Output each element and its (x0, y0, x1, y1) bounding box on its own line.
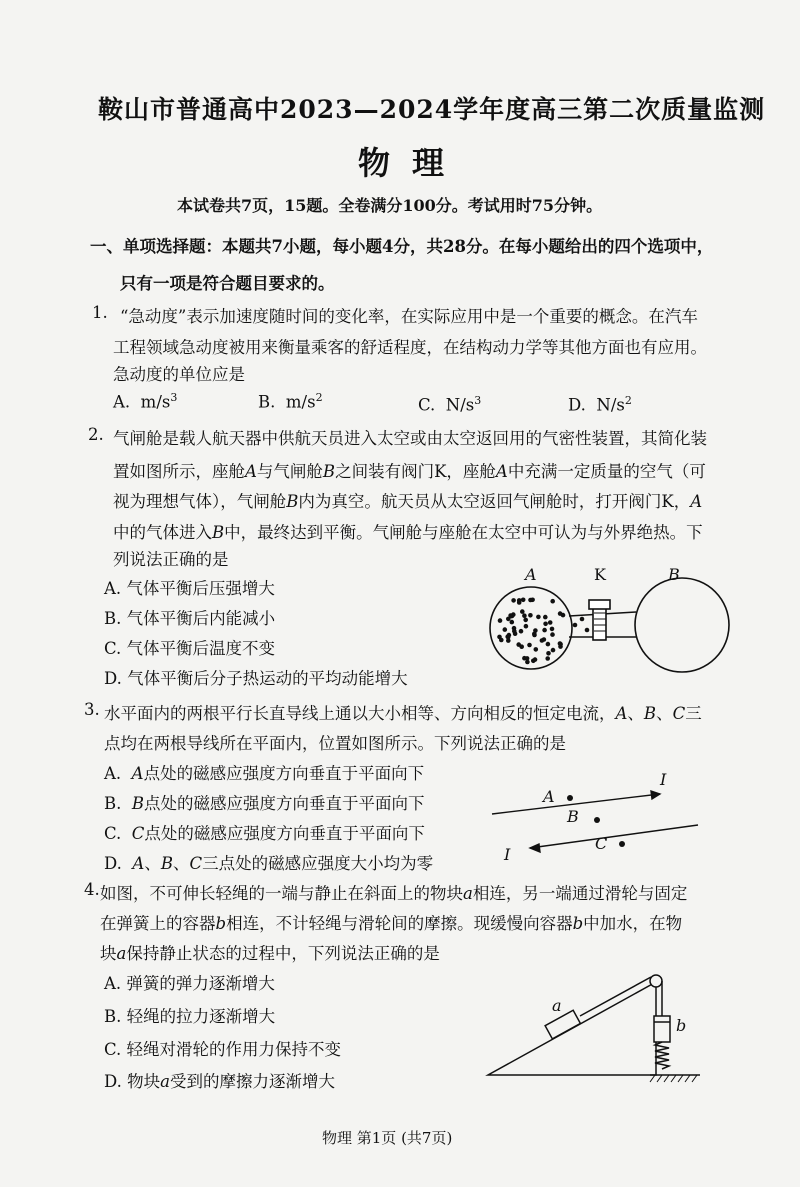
q1-option-c[interactable]: C. $N/s^3$ (418, 394, 482, 415)
q4-option-b[interactable]: B. 轻绳的拉力逐渐增大 (104, 1007, 276, 1026)
label-block-a: a (552, 996, 562, 1015)
q2-option-d[interactable]: D. 气体平衡后分子热运动的平均动能增大 (104, 669, 408, 688)
q2-option-c[interactable]: C. 气体平衡后温度不变 (104, 639, 276, 658)
current-label-top: I (660, 770, 667, 789)
section-heading-cont: 只有一项是符合题目要求的。 (120, 274, 335, 293)
q1-line: 工程领域急动度被用来衡量乘客的舒适程度，在结构动力学等其他方面也有应用。 (113, 338, 707, 357)
q1-line: 急动度的单位应是 (113, 365, 245, 384)
q3-line: 水平面内的两根平行长直导线上通以大小相等、方向相反的恒定电流，A、B、C三 (104, 704, 702, 723)
page-footer: 物理 第1页 (共7页) (322, 1129, 453, 1147)
current-label-bottom: I (504, 845, 511, 864)
q3-option-d[interactable]: D. A、B、C三点处的磁感应强度大小均为零 (104, 854, 434, 873)
q2-line: 列说法正确的是 (113, 550, 229, 569)
q4-number: 4. (84, 880, 100, 899)
q1-line: “急动度”表示加速度随时间的变化率，在实际应用中是一个重要的概念。在汽车 (120, 307, 698, 326)
q3-option-c[interactable]: C. C点处的磁感应强度方向垂直于平面向下 (104, 824, 425, 843)
exam-info: 本试卷共7页，15题。全卷满分100分。考试用时75分钟。 (177, 196, 603, 215)
exam-title: 鞍山市普通高中2023—2024学年度高三第二次质量监测 (98, 95, 766, 124)
q2-line: 置如图所示，座舱A与气闸舱B之间装有阀门K，座舱A中充满一定质量的空气（可 (113, 462, 706, 481)
q3-option-a[interactable]: A. A点处的磁感应强度方向垂直于平面向下 (104, 764, 425, 783)
spring (655, 1042, 669, 1069)
label-a: A (525, 565, 537, 584)
q3-number: 3. (84, 700, 100, 719)
q3-line: 点均在两根导线所在平面内，位置如图所示。下列说法正确的是 (104, 734, 566, 753)
label-point-c: C (595, 834, 608, 853)
q2-option-b[interactable]: B. 气体平衡后内能减小 (104, 609, 276, 628)
label-container-b: b (676, 1016, 687, 1035)
pulley (650, 975, 662, 987)
q1-option-b[interactable]: B. $m/s^2$ (258, 391, 323, 412)
q1-number: 1. (92, 303, 108, 322)
q4-option-d[interactable]: D. 物块a受到的摩擦力逐渐增大 (104, 1072, 335, 1091)
label-k: K (594, 565, 606, 584)
q2-option-a[interactable]: A. 气体平衡后压强增大 (104, 579, 275, 598)
q2-line: 中的气体进入B中，最终达到平衡。气闸舱与座舱在太空中可认为与外界绝热。下 (113, 523, 703, 542)
subject-title: 物理 (358, 144, 467, 182)
label-point-a: A (543, 787, 555, 806)
q3-option-b[interactable]: B. B点处的磁感应强度方向垂直于平面向下 (104, 794, 425, 813)
q4-line: 在弹簧上的容器b相连，不计轻绳与滑轮间的摩擦。现缓慢向容器b中加水，在物 (100, 914, 683, 933)
q4-line: 块a保持静止状态的过程中，下列说法正确的是 (100, 944, 440, 963)
q2-number: 2. (88, 425, 104, 444)
q4-option-c[interactable]: C. 轻绳对滑轮的作用力保持不变 (104, 1040, 342, 1059)
q4-line: 如图，不可伸长轻绳的一端与静止在斜面上的物块a相连，另一端通过滑轮与固定 (100, 884, 688, 903)
q4-option-a[interactable]: A. 弹簧的弹力逐渐增大 (104, 974, 275, 993)
label-b: B (668, 565, 680, 584)
q1-option-a[interactable]: A. $m/s^3$ (113, 391, 178, 412)
label-point-b: B (567, 807, 579, 826)
block-a (545, 1010, 580, 1039)
q2-line: 视为理想气体），气闸舱B内为真空。航天员从太空返回气闸舱时，打开阀门K，A (113, 492, 703, 511)
rope (580, 977, 651, 1016)
q1-option-d[interactable]: D. $N/s^2$ (568, 394, 632, 415)
q2-line: 气闸舱是载人航天器中供航天员进入太空或由太空返回用的气密性装置，其简化装 (113, 429, 707, 448)
section-heading: 一、单项选择题：本题共7小题，每小题4分，共28分。在每小题给出的四个选项中， (90, 237, 714, 256)
container-b (654, 1016, 670, 1042)
